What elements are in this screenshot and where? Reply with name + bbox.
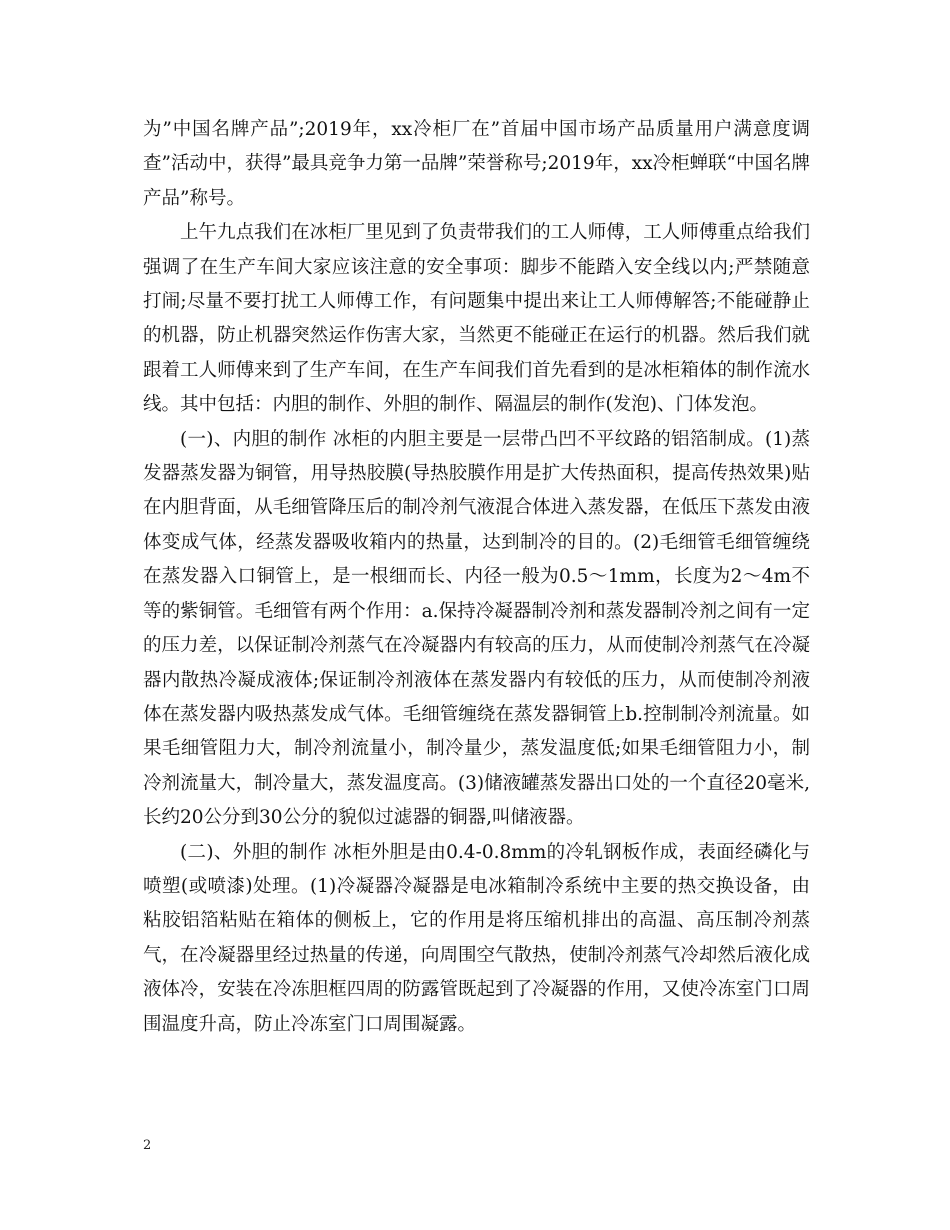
paragraph-3: (一)、内胆的制作 冰柜的内胆主要是一层带凸凹不平纹路的铝箔制成。(1)蒸发器蒸发器为铜管，用导热胶膜(导热胶膜作用是扩大传热面积，提高传热效果)贴在内胆背面，从毛细管降压后的制冷剂气液混合体进入蒸发器，在低压下蒸发由液体变成气体，经蒸发器吸收箱内的热量，达到制冷的目的。(2)毛细管毛细管缠绕在蒸发器入口铜管上，是一根细而长、内径一般为0.5～1mm，长度为2～4m不等的紫铜管。毛细管有两个作用：a.保持冷凝器制冷剂和蒸发器制冷剂之间有一定的压力差，以保证制冷剂蒸气在冷凝器内有较高的压力，从而使制冷剂蒸气在冷凝器内散热冷凝成液体;保证制冷剂液体在蒸发器内有较低的压力，从而使制冷剂液体在蒸发器内吸热蒸发成气体。毛细管缠绕在蒸发器铜管上b.控制制冷剂流量。如果毛细管阻力大，制冷剂流量小，制冷量少，蒸发温度低;如果毛细管阻力小，制冷剂流量大，制冷量大，蒸发温度高。(3)储液罐蒸发器出口处的一个直径20毫米,长约20公分到30公分的貌似过滤器的铜器,叫储液器。 <box>143 428 810 829</box>
document-body <box>143 113 810 1042</box>
paragraph-2: 上午九点我们在冰柜厂里见到了负责带我们的工人师傅，工人师傅重点给我们强调了在生产车间大家应该注意的安全事项：脚步不能踏入安全线以内;严禁随意打闹;尽量不要打扰工人师傅工作，有问题集中提出来让工人师傅解答;不能碰静止的机器，防止机器突然运作伤害大家，当然更不能碰正在运行的机器。然后我们就跟着工人师傅来到了生产车间，在生产车间我们首先看到的是冰柜箱体的制作流水线。其中包括：内胆的制作、外胆的制作、隔温层的制作(发泡)、门体发泡。 <box>143 222 810 416</box>
page-number: 2 <box>143 1138 152 1153</box>
paragraph-1: 为”中国名牌产品”;2019年，xx冷柜厂在”首届中国市场产品质量用户满意度调查”活动中，获得”最具竞争力第一品牌”荣誉称号;2019年，xx冷柜蝉联“中国名牌产品”称号。 <box>143 119 811 209</box>
paragraph-4: (二)、外胆的制作 冰柜外胆是由0.4-0.8mm的冷轧钢板作成，表面经磷化与喷塑(或喷漆)处理。(1)冷凝器冷凝器是电冰箱制冷系统中主要的热交换设备，由粘胶铝箔粘贴在箱体的侧板上，它的作用是将压缩机排出的高温、高压制冷剂蒸气，在冷凝器里经过热量的传递，向周围空气散热，使制冷剂蒸气冷却然后液化成液体冷，安装在冷冻胆框四周的防露管既起到了冷凝器的作用，又使冷冻室门口周围温度升高，防止冷冻室门口周围凝露。 <box>143 841 810 1035</box>
